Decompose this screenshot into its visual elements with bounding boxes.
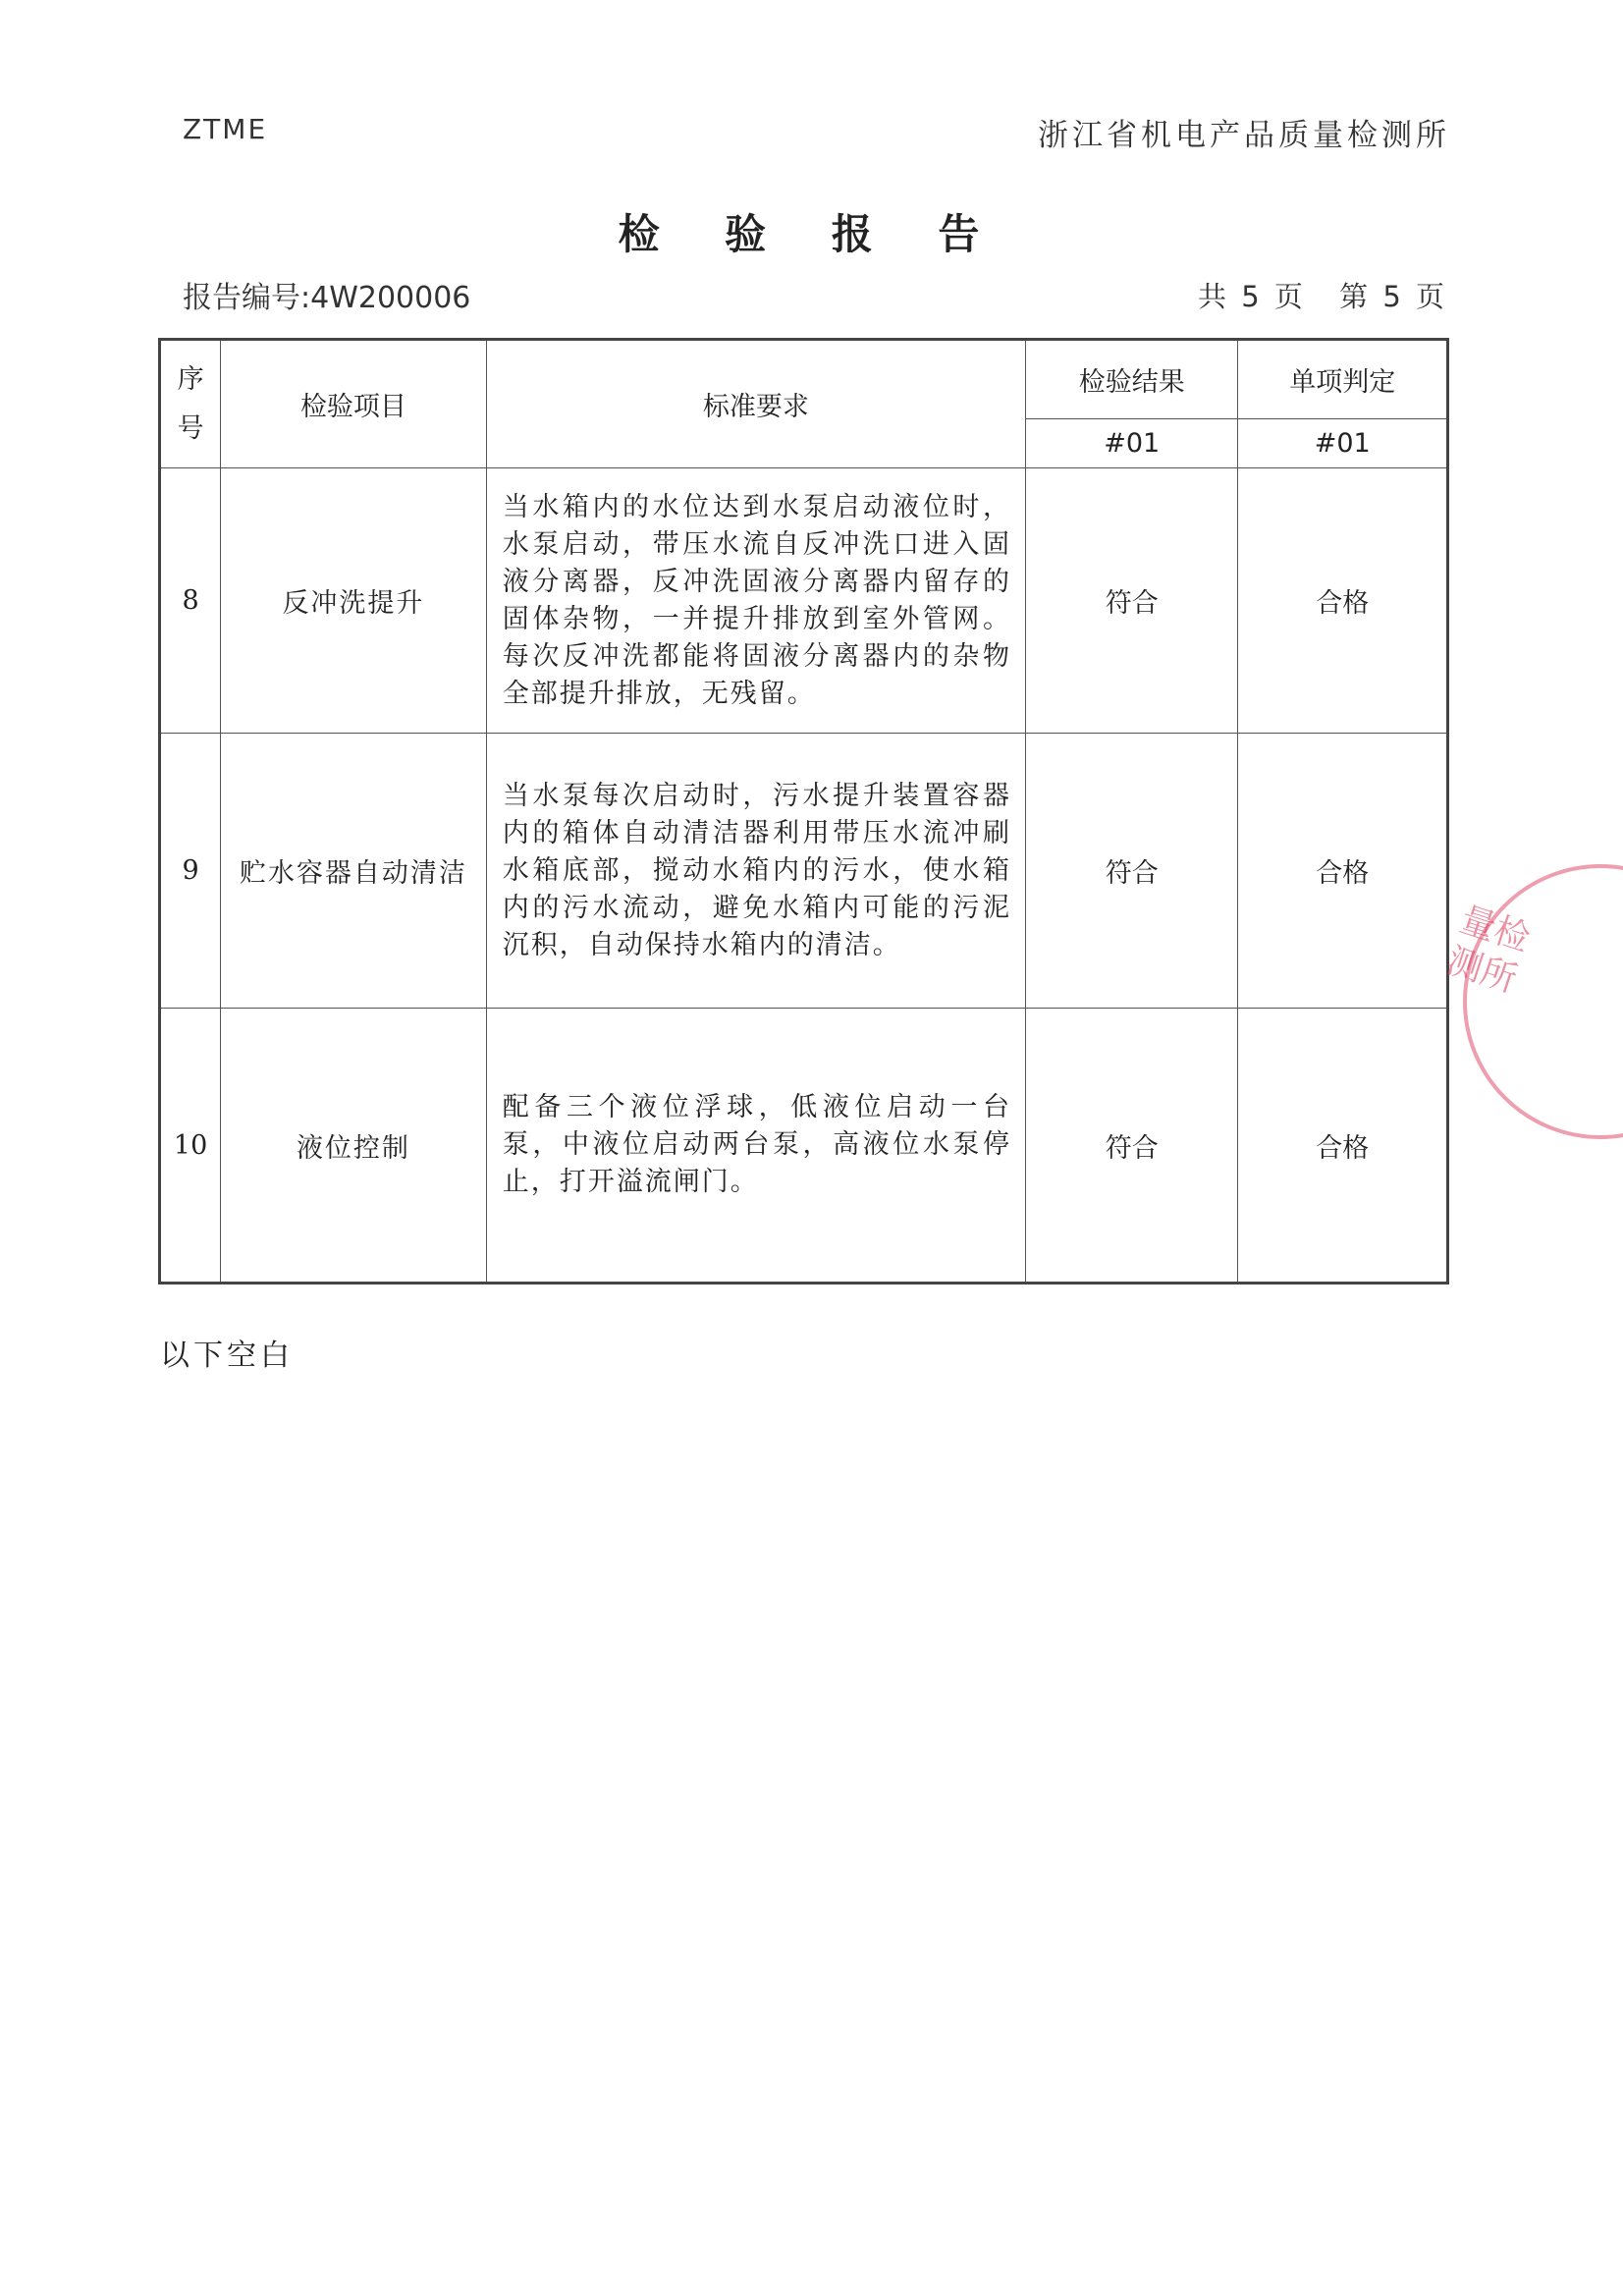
official-seal-text: 量检测所	[1441, 899, 1536, 1002]
row-requirement: 当水箱内的水位达到水泵启动液位时，水泵启动，带压水流自反冲洗口进入固液分离器，反冲洗固液分离器内留存的固体杂物，一并提升排放到室外管网。每次反冲洗都能将固液分离器内的杂物全部提升排放，无残留。	[486, 468, 1025, 734]
inspection-table	[158, 338, 1449, 1285]
row-result: 符合	[1026, 1009, 1238, 1284]
header-org-code: ZTME	[183, 113, 268, 145]
page-current: 第 5 页	[1339, 280, 1444, 313]
row-item: 液位控制	[221, 1009, 487, 1284]
header-judgement-sample: #01	[1238, 419, 1448, 468]
row-result: 符合	[1026, 468, 1238, 734]
page-title: 检 验 报 告	[618, 210, 1005, 258]
row-judgement: 合格	[1238, 734, 1448, 1009]
report-number: 报告编号:4W200006	[183, 281, 471, 315]
header-seq-label: 序 号	[177, 363, 204, 444]
header-seq	[160, 340, 221, 468]
blank-below-note: 以下空白	[160, 1339, 294, 1373]
row-requirement: 配备三个液位浮球，低液位启动一台泵，中液位启动两台泵，高液位水泵停止，打开溢流闸门。	[486, 1009, 1025, 1284]
row-seq: 10	[160, 1009, 221, 1284]
table-row	[160, 1009, 1448, 1284]
table-row	[160, 468, 1448, 734]
table-header-row	[160, 340, 1448, 419]
row-seq: 8	[160, 468, 221, 734]
row-item: 反冲洗提升	[221, 468, 487, 734]
header-result-sample: #01	[1026, 419, 1238, 468]
row-requirement: 当水泵每次启动时，污水提升装置容器内的箱体自动清洁器利用带压水流冲刷水箱底部，搅动水箱内的污水，使水箱内的污水流动，避免水箱内可能的污泥沉积，自动保持水箱内的清洁。	[486, 734, 1025, 1009]
table-row	[160, 734, 1448, 1009]
header-requirement: 标准要求	[486, 340, 1025, 468]
row-judgement: 合格	[1238, 468, 1448, 734]
row-seq: 9	[160, 734, 221, 1009]
row-result: 符合	[1026, 734, 1238, 1009]
row-item: 贮水容器自动清洁	[221, 734, 487, 1009]
row-judgement: 合格	[1238, 1009, 1448, 1284]
header-result: 检验结果	[1026, 340, 1238, 419]
page-total: 共 5 页	[1198, 280, 1303, 313]
header-judgement: 单项判定	[1238, 340, 1448, 419]
header-item: 检验项目	[221, 340, 487, 468]
page-info	[1198, 275, 1444, 315]
header-institute-name: 浙江省机电产品质量检测所	[1038, 118, 1450, 153]
